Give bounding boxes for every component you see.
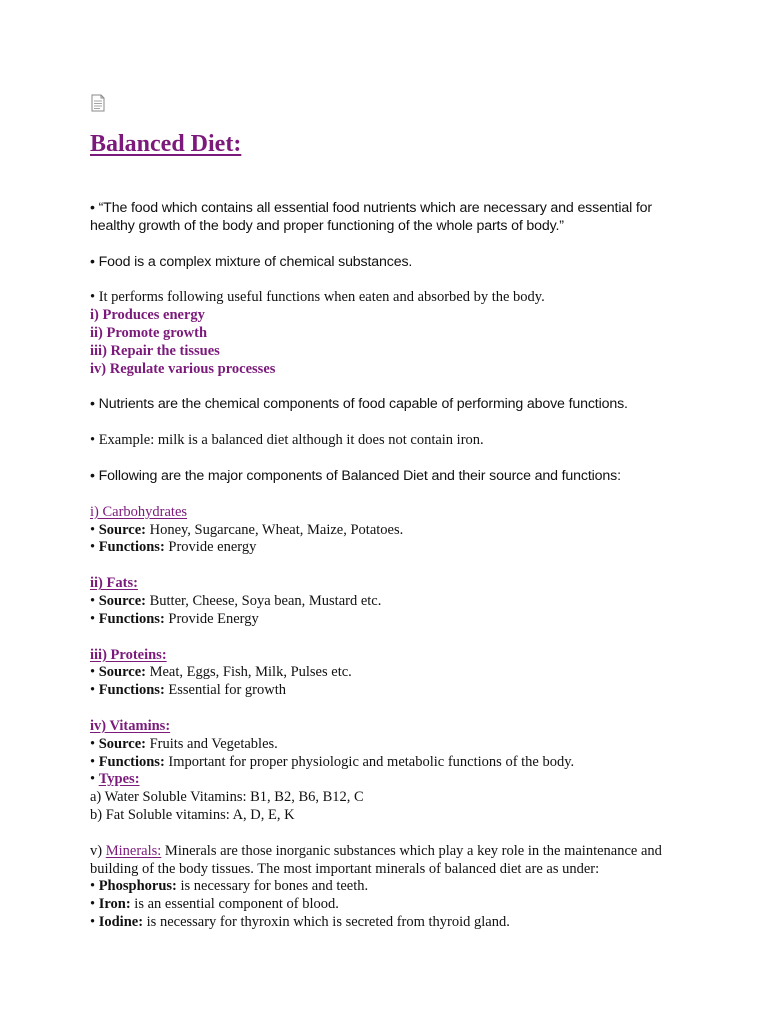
vitamin-type-item: b) Fat Soluble vitamins: A, D, E, K [90,806,295,823]
functions-label: Functions: [98,682,165,699]
types-label: Types: [98,771,140,788]
functions-label: Functions: [98,610,165,627]
nutrients-paragraph: • Nutrients are the chemical components of food capable of performing above functions. [90,396,628,413]
source-label: Source: [98,735,146,752]
document-page [90,94,690,932]
function-item: iii) Repair the tissues [90,342,220,359]
definition-paragraph: • “The food which contains all essential food nutrients which are necessary and essential for healthy growth of the body and proper functioning of the whole parts of body.” [90,200,652,234]
functions-line: • Functions: Provide Energy [90,610,259,627]
source-label: Source: [98,592,146,609]
mineral-item: • Phosphorus: is necessary for bones and teeth. [90,878,369,895]
mineral-item: • Iron: is an essential component of blood. [90,896,339,913]
function-item: i) Produces energy [90,307,205,324]
functions-label: Functions: [98,539,165,556]
mineral-label: Iodine: [98,913,144,930]
function-item: iv) Regulate various processes [90,360,276,377]
source-line: • Source: Honey, Sugarcane, Wheat, Maize, Potatoes. [90,521,404,538]
food-mixture-paragraph: • Food is a complex mixture of chemical substances. [90,253,413,270]
section-heading-vitamins: iv) Vitamins: [90,717,171,734]
components-intro: • Following are the major components of Balanced Diet and their source and functions: [90,467,621,484]
functions-line: • Functions: Provide energy [90,539,257,556]
functions-line: • Functions: Important for proper physiologic and metabolic functions of the body. [90,753,575,770]
section-heading-carbohydrates: i) Carbohydrates [90,503,188,520]
vitamin-type-item: a) Water Soluble Vitamins: B1, B2, B6, B12, C [90,789,364,806]
mineral-label: Iron: [98,896,131,913]
types-line: • Types: [90,771,140,788]
mineral-item: • Iodine: is necessary for thyroxin which is secreted from thyroid gland. [90,913,510,930]
page-title: Balanced Diet: [90,131,242,157]
functions-intro: • It performs following useful functions when eaten and absorbed by the body. [90,289,545,306]
source-line: • Source: Meat, Eggs, Fish, Milk, Pulses etc. [90,664,352,681]
function-item: ii) Promote growth [90,324,208,341]
functions-label: Functions: [98,753,165,770]
example-paragraph: • Example: milk is a balanced diet although it does not contain iron. [90,432,484,449]
section-heading-proteins: iii) Proteins: [90,646,167,663]
mineral-label: Phosphorus: [98,878,177,895]
functions-line: • Functions: Essential for growth [90,682,286,699]
source-line: • Source: Butter, Cheese, Soya bean, Mustard etc. [90,592,382,609]
source-label: Source: [98,664,146,681]
source-label: Source: [98,521,146,538]
document-icon [90,94,106,112]
section-heading-fats: ii) Fats: [90,575,138,592]
section-heading-minerals: Minerals: [105,842,162,859]
minerals-paragraph: v) Minerals: Minerals are those inorganic substances which play a key role in the maintenance and building of the body tissues. The most important minerals of balanced diet are as under: [90,842,662,877]
source-line: • Source: Fruits and Vegetables. [90,735,278,752]
